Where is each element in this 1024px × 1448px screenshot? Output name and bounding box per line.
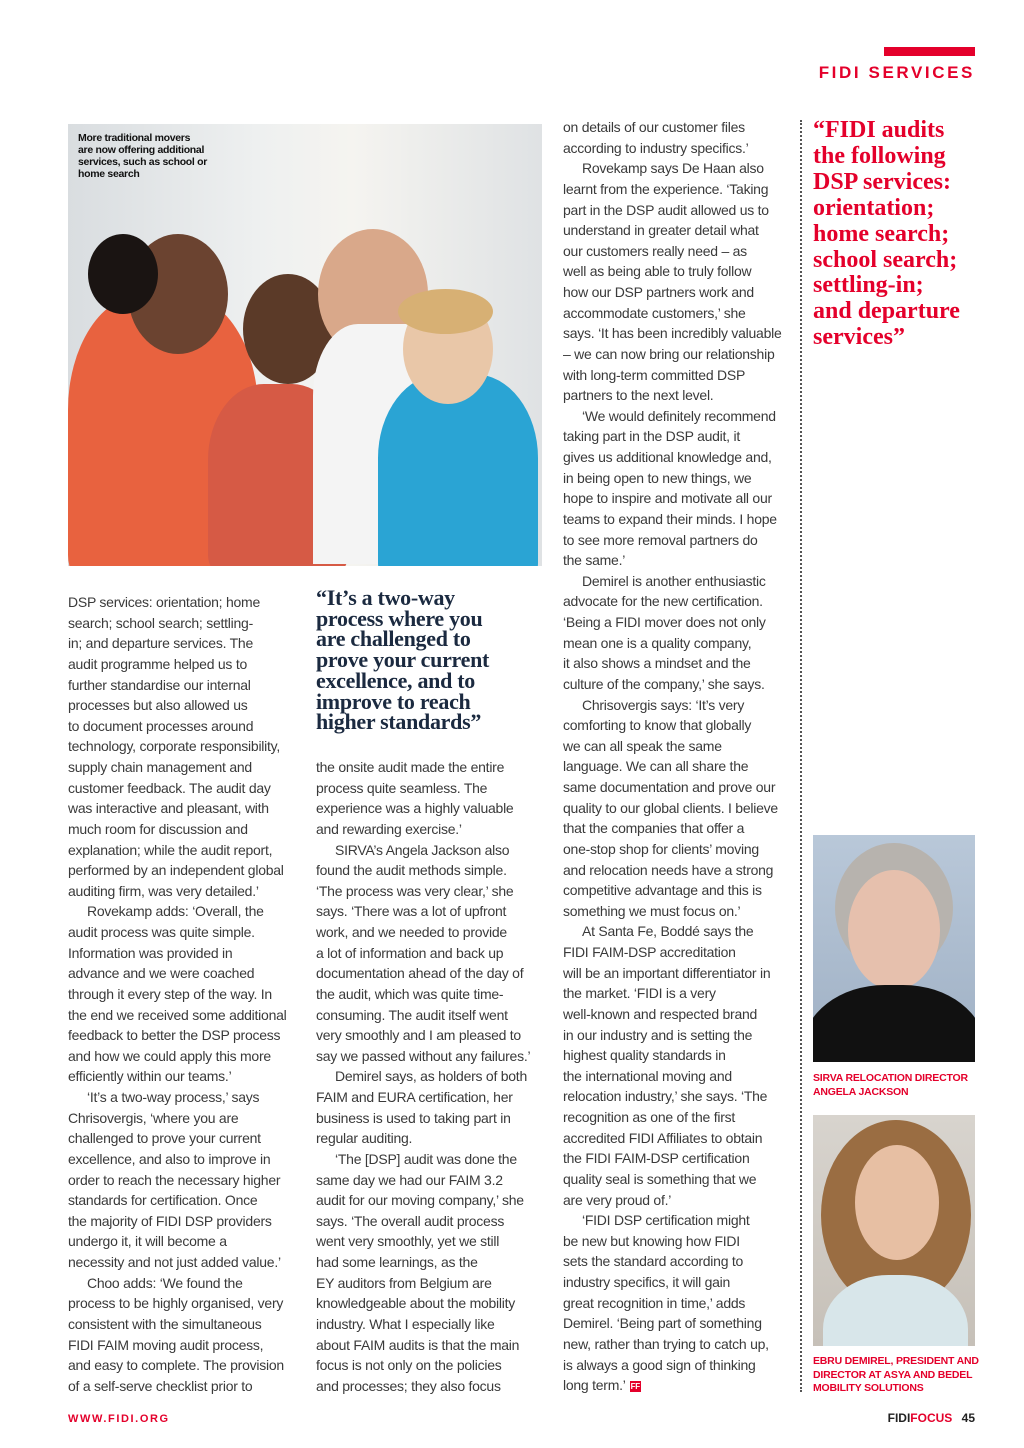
quote-line: higher standards” [316,709,482,735]
text-line: search; school search; settling- [68,614,253,631]
text-line: Choo adds: ‘We found the [87,1274,243,1291]
quote-line: settling-in; [813,272,924,299]
text-line: the majority of FIDI DSP providers [68,1212,272,1229]
text-line: work, and we needed to provide [316,924,507,940]
text-line: knowledgeable about the mobility [316,1295,516,1312]
article-column-1 [68,592,300,1396]
paragraph [563,406,795,571]
portrait-caption-2 [813,1355,979,1396]
text-line: customer feedback. The audit day [68,779,271,796]
text-line: part in the DSP audit allowed us to [563,201,769,218]
text-line: highest quality standards in [563,1047,726,1064]
text-line: gives us additional knowledge and, [563,449,772,465]
text-line: culture of the company,’ she says. [563,675,765,692]
feature-photo [68,124,542,566]
text-line: much room for discussion and [68,820,248,837]
text-line: EY auditors from Belgium are [316,1274,492,1291]
pull-quote [316,585,544,735]
text-line: ‘Being a FIDI mover does not only [563,614,766,630]
quote-line: improve to reach [316,688,471,714]
text-line: be new but knowing how FIDI [563,1232,740,1249]
quote-line: “It’s a two-way [316,585,455,610]
text-line: is always a good sign of thinking [563,1356,756,1373]
text-line: advance and we were coached [68,965,255,982]
text-line: – we can now bring our relationship [563,345,775,362]
section-bar [884,47,975,56]
text-line: went very smoothly, yet we still [316,1233,500,1250]
text-line: about FAIM audits is that the main [316,1336,520,1353]
text-line: Demirel. ‘Being part of something [563,1315,762,1332]
text-line: Chrisovergis, ‘where you are [68,1109,239,1126]
text-line: that the companies that offer a [563,820,745,837]
quote-line: “FIDI audits [813,117,945,143]
side-quote [813,118,983,351]
text-line: according to industry specifics.’ [563,139,749,156]
caption-line: ANGELA JACKSON [813,1085,909,1098]
text-line: says. ‘The overall audit process [316,1212,505,1229]
text-line: accredited FIDI Affiliates to obtain [563,1129,763,1146]
text-line: FIDI FAIM moving audit process, [68,1336,264,1353]
caption-line: services, such as school or [78,156,208,168]
quote-line: school search; [813,246,958,273]
text-line: same day we had our FAIM 3.2 [316,1171,503,1188]
brand-focus: FOCUS [910,1411,953,1425]
text-line: ‘The [DSP] audit was done the [335,1150,517,1167]
text-line: same documentation and prove our [563,779,776,795]
text-line: the international moving and [563,1067,732,1084]
quote-line: and departure [813,298,960,325]
text-line: focus is not only on the policies [316,1357,502,1374]
text-line: technology, corporate responsibility, [68,738,281,755]
text-line: experience was a highly valuable [316,800,514,817]
quote-line: services” [813,324,905,351]
paragraph [68,592,300,901]
article-column-3 [563,117,795,1396]
quote-line: prove your current [316,647,490,673]
text-line: taking part in the DSP audit, it [563,428,740,445]
text-line: mean one is a quality company, [563,634,752,651]
end-mark-icon: FF [630,1382,640,1392]
quote-line: the following [813,142,946,169]
paragraph [316,840,548,1067]
brand-fidi: FIDI [887,1411,911,1425]
text-line: on details of our customer files [563,119,745,135]
text-line: Demirel says, as holders of both [335,1068,527,1085]
text-line: to see more removal partners do [563,531,758,548]
text-line: undergo it, it will become a [68,1233,227,1250]
caption-line: MOBILITY SOLUTIONS [813,1382,924,1394]
quote-line: home search; [813,220,950,247]
text-line: the FIDI FAIM-DSP certification [563,1150,750,1167]
text-line: DSP services: orientation; home [68,594,260,610]
text-line: one-stop shop for clients’ moving [563,840,759,857]
paragraph [563,571,795,695]
text-line: FAIM and EURA certification, her [316,1089,513,1105]
text-line: the audit, which was quite time- [316,985,504,1002]
paragraph [563,695,795,922]
caption-line: SIRVA RELOCATION DIRECTOR [813,1072,968,1084]
text-line: to document processes around [68,717,254,734]
text-line: a lot of information and back up [316,944,504,961]
text-line: well-known and respected brand [563,1005,758,1022]
text-line: sets the standard according to [563,1253,744,1270]
text-line: will be an important differentiator in [563,964,771,981]
text-line: comforting to know that globally [563,717,752,734]
caption-line: EBRU DEMIREL, PRESIDENT AND [813,1355,979,1367]
text-line: and rewarding exercise.’ [316,820,462,837]
text-line: and processes; they also focus [316,1377,501,1394]
text-line: well as being able to truly follow [563,263,752,280]
text-line: the same.’ [563,552,626,569]
text-line: ‘We would definitely recommend [582,407,776,424]
text-line: it also shows a mindset and the [563,655,751,672]
portrait-ebru-demirel [813,1115,975,1346]
text-line: the onsite audit made the entire [316,759,505,775]
text-line: Information was provided in [68,944,233,961]
article-column-2 [316,757,548,1396]
text-line: teams to expand their minds. I hope [563,510,777,527]
text-line: regular auditing. [316,1130,413,1147]
text-line: very smoothly and I am pleased to [316,1027,521,1044]
text-line: challenged to prove your current [68,1130,261,1147]
text-line: our customers really need – as [563,242,747,259]
paragraph [316,1066,548,1149]
text-line: industry specifics, it will gain [563,1274,731,1290]
paragraph [316,1149,548,1397]
paragraph [68,901,300,1087]
footer-brand [888,1411,975,1425]
text-line: Demirel is another enthusiastic [582,572,766,589]
text-line: consuming. The audit itself went [316,1006,508,1023]
website-link[interactable]: WWW.FIDI.ORG [68,1413,170,1425]
text-line: was interactive and pleasant, with [68,800,269,817]
caption-line: home search [78,168,140,180]
text-line: in our industry and is setting the [563,1026,753,1043]
text-line: processes but also allowed us [68,697,248,714]
text-line: partners to the next level. [563,387,714,404]
text-line: and how we could apply this more [68,1047,271,1064]
paragraph [316,757,548,840]
portrait-angela-jackson [813,835,975,1062]
text-line: says. ‘There was a lot of upfront [316,903,507,920]
text-line: SIRVA’s Angela Jackson also [335,841,510,858]
text-line: process to be highly organised, very [68,1295,284,1312]
text-line: consistent with the simultaneous [68,1315,262,1332]
text-line: supply chain management and [68,759,252,775]
text-line: new, rather than trying to catch up, [563,1335,769,1352]
text-line: quality to our global clients. I believe [563,799,778,816]
text-line: process quite seamless. The [316,779,488,796]
text-line: had some learnings, as the [316,1254,478,1270]
text-line: learnt from the experience. ‘Taking [563,180,769,197]
text-line: Rovekamp says De Haan also [582,160,764,177]
portrait-caption-1 [813,1072,968,1099]
quote-line: DSP services: [813,168,951,195]
text-line: explanation; while the audit report, [68,841,273,858]
caption-line: More traditional movers [78,132,191,144]
text-line: accommodate customers,’ she [563,304,746,321]
text-line: order to reach the necessary higher [68,1171,281,1188]
text-line: feedback to better the DSP process [68,1027,281,1044]
text-line: audit process was quite simple. [68,924,255,940]
text-line: we can all speak the same [563,737,722,754]
text-line: in; and departure services. The [68,635,253,652]
text-line: the market. ‘FIDI is a very [563,985,716,1002]
text-line: advocate for the new certification. [563,593,763,610]
paragraph [563,921,795,1210]
text-line: At Santa Fe, Boddé says the [582,923,754,940]
text-line: great recognition in time,’ adds [563,1294,746,1311]
text-line: Rovekamp adds: ‘Overall, the [87,903,264,920]
text-line: in being open to new things, we [563,469,752,486]
text-line: through it every step of the way. In [68,985,272,1002]
quote-line: excellence, and to [316,667,475,693]
caption-line: DIRECTOR AT ASYA AND BEDEL [813,1368,973,1381]
text-line: and relocation needs have a strong [563,861,774,878]
text-line: say we passed without any failures.’ [316,1047,531,1064]
quote-line: process where you [316,605,483,631]
text-line: industry. What I especially like [316,1315,495,1332]
text-line: with long-term committed DSP [563,366,746,383]
photo-caption [78,132,207,180]
text-line: relocation industry,’ she says. ‘The [563,1088,768,1105]
text-line: audit programme helped us to [68,655,247,672]
text-line: competitive advantage and this is [563,882,762,899]
text-line: standards for certification. Once [68,1192,258,1209]
paragraph [68,1087,300,1273]
text-line: documentation ahead of the day of [316,965,524,982]
quote-line: are challenged to [316,626,471,652]
text-line: are very proud of.’ [563,1191,672,1208]
text-line: language. We can all share the [563,758,749,775]
text-line: excellence, and also to improve in [68,1150,271,1167]
text-line: audit for our moving company,’ she [316,1192,524,1209]
caption-line: are now offering additional [78,144,205,156]
text-line: the end we received some additional [68,1006,287,1023]
text-line: quality seal is something that we [563,1170,757,1187]
text-line: found the audit methods simple. [316,862,507,879]
paragraph [68,1273,300,1397]
text-line: FIDI FAIM-DSP accreditation [563,944,736,960]
quote-line: orientation; [813,194,935,221]
text-line: ‘FIDI DSP certification might [582,1212,750,1229]
column-divider [800,120,802,1392]
text-line: long term.’ [563,1377,626,1394]
text-line: and easy to complete. The provision [68,1357,284,1374]
paragraph [563,1210,795,1396]
text-line: ‘The process was very clear,’ she [316,882,514,899]
text-line: performed by an independent global [68,862,284,879]
page-number: 45 [961,1411,975,1425]
text-line: ‘It’s a two-way process,’ says [87,1089,260,1105]
text-line: Chrisovergis says: ‘It’s very [582,696,745,713]
text-line: recognition as one of the first [563,1109,736,1125]
text-line: necessity and not just added value.’ [68,1254,281,1270]
text-line: says. ‘It has been incredibly valuable [563,325,782,342]
paragraph [563,117,795,158]
text-line: how our DSP partners work and [563,284,754,300]
text-line: efficiently within our teams.’ [68,1068,232,1085]
text-line: business is used to taking part in [316,1109,511,1126]
paragraph [563,158,795,406]
text-line: of a self-serve checklist prior to [68,1377,253,1394]
section-title: FIDI SERVICES [818,63,975,82]
text-line: hope to inspire and motivate all our [563,490,772,507]
text-line: something we must focus on.’ [563,902,741,919]
text-line: further standardise our internal [68,676,251,693]
text-line: understand in greater detail what [563,222,759,239]
text-line: auditing firm, was very detailed.’ [68,882,259,899]
